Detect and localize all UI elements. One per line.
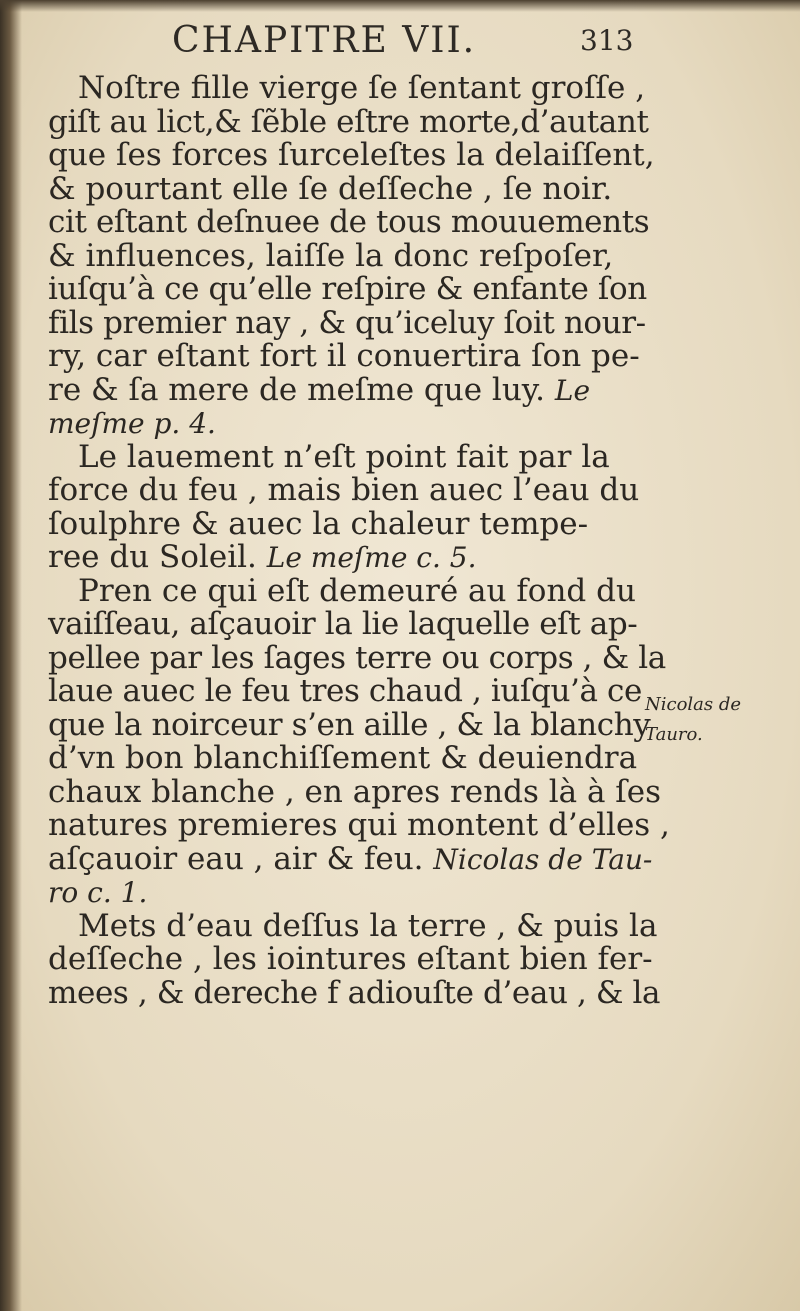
text-line: ſoulphre & auec la chaleur tempe- (48, 505, 589, 542)
text-line: & pourtant elle ſe deſſeche , ſe noir. (48, 170, 613, 207)
text-line: force du feu , mais bien auec l’eau du (48, 472, 640, 508)
citation-ref: Nicolas de Tau- (433, 842, 653, 876)
text-line: re & ſa mere de meſme que luy. Le (48, 371, 591, 408)
text-line: Mets d’eau deſſus la terre , & puis la (78, 907, 658, 944)
citation-ref: meſme p. 4. (48, 407, 216, 440)
citation-ref: ro c. 1. (48, 876, 148, 909)
text-line: vaiſſeau, aſçauoir la lie laquelle eſt ap- (48, 606, 638, 642)
text-line (48, 407, 638, 441)
citation-ref: Le meſme c. 5. (266, 541, 477, 574)
text-line: cit eſtant deſnuee de tous mouuements (48, 204, 650, 240)
text-line: mees , & dereche f adiouſte d’eau , & la (48, 974, 661, 1011)
text-line: Noſtre fille vierge ſe ſentant groſſe , (78, 70, 646, 106)
page-top-edge (0, 0, 800, 12)
text-line: pellee par les ſages terre ou corps , & la (48, 639, 666, 676)
text-line: iuſqu’à ce qu’elle reſpire & enfante ſon (48, 271, 647, 307)
text-line: ry, car eſtant fort il conuertira ſon pe- (48, 338, 640, 374)
page-header (0, 16, 800, 66)
text-line: fils premier nay , & qu’iceluy ſoit nour- (48, 304, 646, 341)
text-line: que la noirceur s’en aille , & la blanchy (48, 706, 651, 743)
text-line: que ſes forces ſurceleſtes la delaiſſent, (48, 137, 655, 173)
text-line: Le lauement n’eſt point fait par la (78, 438, 610, 475)
text-line: d’vn bon blanchiſſement & deuiendra (48, 740, 638, 776)
page-number: 313 (580, 24, 634, 57)
text-line: deſſeche , les iointures eſtant bien fer- (48, 941, 653, 977)
text-line: & influences, laiſſe la donc reſpoſer, (48, 237, 614, 274)
marginal-note-line: Nicolas de (645, 694, 742, 715)
marginal-note-line: Tauro. (645, 724, 703, 745)
text-line: giſt au lict,& ſẽble eſtre morte,d’autant (48, 103, 649, 140)
marginal-note (645, 690, 785, 750)
text-line: chaux blanche , en apres rends là à ſes (48, 773, 662, 810)
running-head: CHAPITRE VII. (172, 20, 477, 61)
citation-ref: Le (554, 373, 591, 407)
text-line (48, 876, 638, 910)
text-line: aſçauoir eau , air & feu. Nicolas de Tau- (48, 840, 653, 877)
text-line: Pren ce qui eſt demeuré au fond du (78, 572, 636, 609)
body-text (48, 70, 670, 1011)
text-line: natures premieres qui montent d’elles , (48, 807, 670, 843)
text-line: ree du Soleil. Le meſme c. 5. (48, 539, 477, 575)
page-gutter-shadow (0, 0, 22, 1311)
text-line: laue auec le feu tres chaud , iuſqu’à ce (48, 673, 642, 709)
